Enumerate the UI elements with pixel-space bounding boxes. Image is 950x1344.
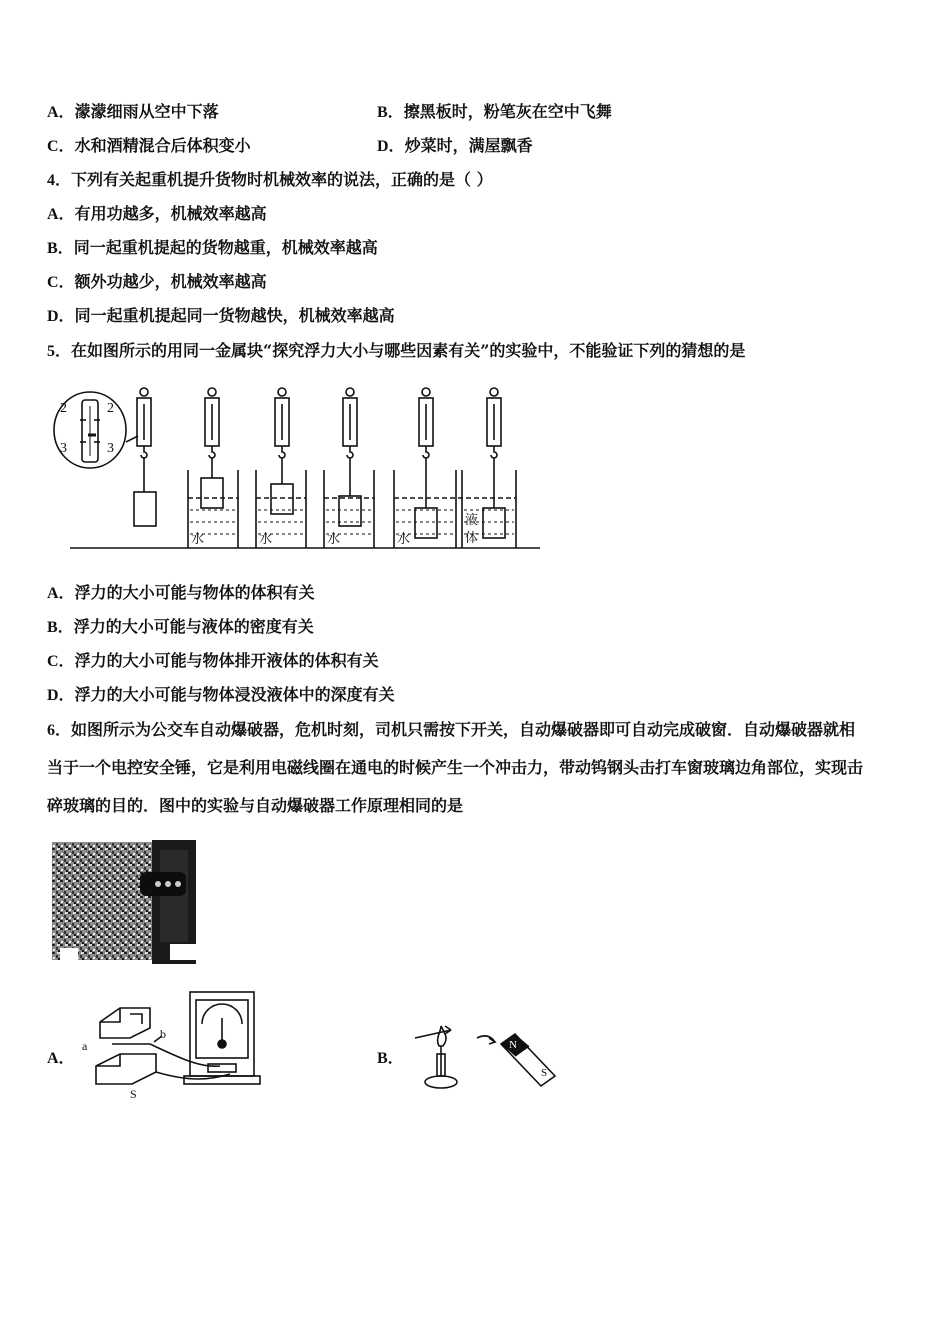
option-text: 浮力的大小可能与物体浸没液体中的深度有关 [74,685,395,704]
option-text: 浮力的大小可能与液体的密度有关 [73,617,314,636]
q5-option-a [47,583,315,604]
scale-mark-left-2: 2 [60,401,67,416]
option-label: D． [47,308,75,325]
option-label: B． [47,619,74,636]
q4-stem [47,170,493,191]
option-text: 浮力的大小可能与物体的体积有关 [74,583,315,602]
q5-option-d [47,685,395,706]
q4-option-c [47,272,267,293]
q6-option-b-label [377,1048,404,1069]
option-label: D． [47,687,75,704]
option-text: 水和酒精混合后体积变小 [74,136,251,155]
wire-label-a: a [82,1039,88,1053]
option-label: A． [47,585,75,602]
spring-scale-1 [134,388,156,526]
spring-scale-3 [271,388,293,514]
option-label: D． [377,138,405,155]
burner-flame [438,1026,446,1046]
galvanometer-induction-figure [80,988,270,1100]
wire-label-b: b [160,1027,166,1041]
burner-base [425,1076,457,1088]
option-text: 濛濛细雨从空中下落 [74,102,219,121]
pole-label-s: S [130,1087,137,1100]
burner-magnet-figure [405,1016,565,1100]
option-text: 浮力的大小可能与物体排开液体的体积有关 [74,651,379,670]
q5-option-c [47,651,379,672]
question-text: 在如图所示的用同一金属块“探究浮力大小与哪些因素有关”的实验中，不能验证下列的猜想的是 [71,341,746,360]
q3-option-d [377,136,533,157]
pole-label-n: N [509,1039,517,1051]
question-text: 如图所示为公交车自动爆破器，危机时刻，司机只需按下开关，自动爆破器即可自动完成破窗．自动爆破器就相 [71,720,856,739]
q4-option-a [47,204,267,225]
spring-scale-4 [339,388,361,526]
question-text: 下列有关起重机提升货物时机械效率的说法，正确的是（ ） [71,170,493,189]
q6-option-a-label [47,1048,75,1069]
option-label: B． [377,104,404,121]
water-label-3: 水 [327,532,341,547]
spring-scale-6 [483,388,505,538]
q6-stem-line-3 [47,796,463,816]
option-label: A． [47,206,75,223]
option-label: A． [47,1050,75,1067]
option-label: B． [377,1050,404,1067]
option-text: 同一起重机提起的货物越重，机械效率越高 [73,238,378,257]
scale-mark-right-2: 2 [107,401,114,416]
q3-option-c [47,136,251,157]
option-label: C． [47,138,75,155]
liquid-label-2: 体 [465,531,479,546]
q6-stem-line-1 [47,720,855,741]
scale-mark-left-3: 3 [60,441,67,456]
option-text: 额外功越少，机械效率越高 [74,272,267,291]
question-text: 碎玻璃的目的．图中的实验与自动爆破器工作原理相同的是 [47,796,464,815]
scale-mark-right-3: 3 [107,441,114,456]
option-text: 同一起重机提起同一货物越快，机械效率越高 [74,306,395,325]
q4-option-d [47,306,395,327]
option-text: 擦黑板时，粉笔灰在空中飞舞 [403,102,612,121]
q3-option-b [377,102,612,123]
option-label: A． [47,104,75,121]
question-number: 6． [47,722,72,739]
option-label: B． [47,240,74,257]
water-label-1: 水 [191,532,205,547]
magnet-bottom [96,1054,156,1084]
liquid-label-1: 液 [465,513,479,528]
buoyancy-experiment-figure [50,380,550,555]
water-label-4: 水 [397,532,411,547]
option-label: C． [47,274,75,291]
window-breaker-photo [52,840,202,964]
question-number: 5． [47,343,72,360]
q5-stem [47,341,745,362]
q6-stem-line-2 [47,758,863,778]
q4-option-b [47,238,378,259]
pole-label-s: S [541,1067,548,1079]
question-number: 4． [47,172,72,189]
spring-scale-2 [201,388,223,508]
q5-option-b [47,617,314,638]
option-label: C． [47,653,75,670]
question-text: 当于一个电控安全锤，它是利用电磁线圈在通电的时候产生一个冲击力，带动钨钢头击打车窗玻璃边角部位，实现击 [47,758,864,777]
option-text: 炒菜时，满屋飘香 [404,136,533,155]
water-label-2: 水 [259,532,273,547]
q3-option-a [47,102,219,123]
spring-scale-5 [415,388,437,538]
option-text: 有用功越多，机械效率越高 [74,204,267,223]
